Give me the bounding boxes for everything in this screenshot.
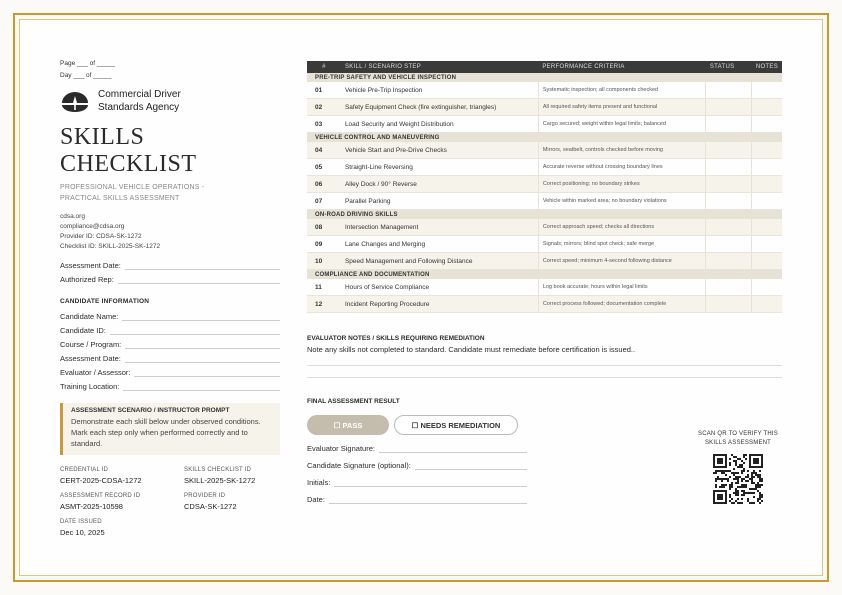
- checklist-label: SKILLS CHECKLIST ID: [184, 467, 252, 473]
- status-cell[interactable]: [706, 296, 752, 313]
- notes-line[interactable]: [307, 354, 782, 366]
- signature-line[interactable]: [334, 477, 527, 487]
- status-cell[interactable]: [706, 253, 752, 270]
- org-name-line2: Standards Agency: [98, 102, 180, 113]
- notes-cell[interactable]: [752, 99, 782, 116]
- provider-id-line: Provider ID: CDSA-SK-1272: [60, 233, 142, 240]
- day-counter: Day ___ of _____: [60, 72, 112, 79]
- final-heading: FINAL ASSESSMENT RESULT: [307, 398, 400, 405]
- step-number: 11: [307, 279, 341, 296]
- signature-field[interactable]: Initials:: [307, 475, 527, 487]
- step-number: 03: [307, 116, 341, 133]
- notes-cell[interactable]: [752, 236, 782, 253]
- step-name: Hours of Service Compliance: [341, 279, 538, 296]
- col-num-header: #: [307, 61, 341, 73]
- notes-line[interactable]: [307, 366, 782, 378]
- table-row: [307, 279, 782, 296]
- status-cell[interactable]: [706, 99, 752, 116]
- step-number: 05: [307, 159, 341, 176]
- signature-field[interactable]: Evaluator Signature:: [307, 441, 527, 453]
- id-grid: [60, 467, 280, 537]
- category-row: [307, 210, 782, 220]
- step-criteria: Log book accurate; hours within legal limits: [538, 279, 706, 296]
- org-name-line1: Commercial Driver: [98, 89, 181, 100]
- subtitle-line1: PROFESSIONAL VEHICLE OPERATIONS -: [60, 184, 205, 191]
- notes-cell[interactable]: [752, 296, 782, 313]
- field-line[interactable]: [122, 311, 280, 321]
- step-number: 09: [307, 236, 341, 253]
- step-criteria: Accurate reverse without crossing boundary lines: [538, 159, 706, 176]
- status-cell[interactable]: [706, 219, 752, 236]
- step-name: Straight-Line Reversing: [341, 159, 538, 176]
- prompt-heading: ASSESSMENT SCENARIO / INSTRUCTOR PROMPT: [71, 407, 230, 414]
- candidate-field[interactable]: Assessment Date:: [60, 352, 280, 363]
- step-name: Load Security and Weight Distribution: [341, 116, 538, 133]
- table-row: [307, 116, 782, 133]
- field-line[interactable]: [110, 325, 280, 335]
- agency-logo-icon: [60, 90, 90, 112]
- status-cell[interactable]: [706, 82, 752, 99]
- step-criteria: Correct process followed; documentation complete: [538, 296, 706, 313]
- qr-caption-line2: SKILLS ASSESSMENT: [704, 440, 772, 446]
- notes-cell[interactable]: [752, 193, 782, 210]
- table-header-row: [307, 61, 782, 73]
- field-line[interactable]: [134, 367, 280, 377]
- notes-cell[interactable]: [752, 253, 782, 270]
- step-criteria: Signals; mirrors; blind spot check; safe merge: [538, 236, 706, 253]
- col-notes-header: NOTES: [752, 61, 782, 73]
- step-criteria: Systematic inspection; all components checked: [538, 82, 706, 99]
- category-row: [307, 270, 782, 280]
- credential-label: CREDENTIAL ID: [60, 467, 109, 473]
- category-label: COMPLIANCE AND DOCUMENTATION: [307, 270, 782, 280]
- needs-remediation-button[interactable]: ☐ NEEDS REMEDIATION: [394, 415, 518, 435]
- notes-cell[interactable]: [752, 159, 782, 176]
- table-row: [307, 142, 782, 159]
- issued-value: Dec 10, 2025: [60, 528, 105, 537]
- credential-value: CERT-2025-CDSA-1272: [60, 476, 142, 485]
- candidate-field[interactable]: Training Location:: [60, 380, 280, 391]
- left-column: [60, 58, 280, 537]
- signature-field[interactable]: Date:: [307, 492, 527, 504]
- signature-line[interactable]: [379, 443, 527, 453]
- col-criteria-header: PERFORMANCE CRITERIA: [538, 61, 706, 73]
- table-row: [307, 82, 782, 99]
- field-line[interactable]: [123, 381, 280, 391]
- step-number: 08: [307, 219, 341, 236]
- step-number: 12: [307, 296, 341, 313]
- col-status-header: STATUS: [706, 61, 752, 73]
- prompt-body: Demonstrate each skill below under observed conditions. Mark each step only when performed correctly and to standard.: [71, 417, 261, 448]
- step-criteria: All required safety items present and functional: [538, 99, 706, 116]
- org-email: compliance@cdsa.org: [60, 223, 125, 230]
- notes-cell[interactable]: [752, 176, 782, 193]
- signature-field[interactable]: Candidate Signature (optional):: [307, 458, 527, 470]
- category-label: PRE-TRIP SAFETY AND VEHICLE INSPECTION: [307, 73, 782, 82]
- final-result: [307, 398, 527, 504]
- candidate-fields: [60, 310, 280, 391]
- candidate-field[interactable]: Course / Program:: [60, 338, 280, 349]
- table-row: [307, 236, 782, 253]
- provider-label: PROVIDER ID: [184, 493, 226, 499]
- org-website: cdsa.org: [60, 213, 85, 220]
- table-row: [307, 253, 782, 270]
- status-cell[interactable]: [706, 176, 752, 193]
- table-row: [307, 159, 782, 176]
- pass-button[interactable]: ☐ PASS: [307, 415, 389, 435]
- signature-line[interactable]: [415, 460, 527, 470]
- category-label: ON-ROAD DRIVING SKILLS: [307, 210, 782, 220]
- status-cell[interactable]: [706, 236, 752, 253]
- table-row: [307, 193, 782, 210]
- col-step-header: SKILL / SCENARIO STEP: [341, 61, 538, 73]
- assessment-date-field[interactable]: Assessment Date:: [60, 259, 280, 270]
- step-name: Intersection Management: [341, 219, 538, 236]
- qr-code-icon[interactable]: [713, 454, 763, 504]
- evaluator-notes: [307, 335, 782, 378]
- step-criteria: Correct speed; minimum 4-second following distance: [538, 253, 706, 270]
- step-number: 02: [307, 99, 341, 116]
- step-number: 07: [307, 193, 341, 210]
- step-criteria: Correct approach speed; checks all directions: [538, 219, 706, 236]
- step-name: Speed Management and Following Distance: [341, 253, 538, 270]
- field-line[interactable]: [125, 339, 280, 349]
- step-criteria: Mirrors, seatbelt, controls checked before moving: [538, 142, 706, 159]
- status-cell[interactable]: [706, 116, 752, 133]
- table-row: [307, 296, 782, 313]
- step-name: Lane Changes and Merging: [341, 236, 538, 253]
- notes-cell[interactable]: [752, 82, 782, 99]
- subtitle-line2: PRACTICAL SKILLS ASSESSMENT: [60, 195, 180, 202]
- signature-line[interactable]: [329, 494, 527, 504]
- step-name: Vehicle Start and Pre-Drive Checks: [341, 142, 538, 159]
- step-number: 04: [307, 142, 341, 159]
- step-name: Safety Equipment Check (fire extinguisher, triangles): [341, 99, 538, 116]
- field-line[interactable]: [125, 353, 280, 363]
- candidate-info-heading: CANDIDATE INFORMATION: [60, 298, 150, 305]
- candidate-field[interactable]: Candidate Name:: [60, 310, 280, 321]
- table-row: [307, 99, 782, 116]
- instructor-prompt: [60, 403, 280, 455]
- notes-cell[interactable]: [752, 142, 782, 159]
- signature-fields: [307, 441, 527, 504]
- status-cell[interactable]: [706, 193, 752, 210]
- org-logo: [60, 88, 280, 114]
- document-subtitle: [60, 182, 280, 204]
- contact-block: [60, 212, 280, 252]
- status-cell[interactable]: [706, 279, 752, 296]
- step-name: Alley Dock / 90° Reverse: [341, 176, 538, 193]
- step-number: 06: [307, 176, 341, 193]
- status-cell[interactable]: [706, 159, 752, 176]
- notes-body: Note any skills not completed to standard. Candidate must remediate before certification is issued..: [307, 345, 636, 354]
- step-criteria: Correct positioning; no boundary strikes: [538, 176, 706, 193]
- notes-heading: EVALUATOR NOTES / SKILLS REQUIRING REMEDIATION: [307, 335, 485, 342]
- qr-verify: [690, 430, 786, 509]
- page-counter: Page ___ of _____: [60, 60, 115, 67]
- table-row: [307, 176, 782, 193]
- category-row: [307, 73, 782, 82]
- candidate-field[interactable]: Candidate ID:: [60, 324, 280, 335]
- table-body: [307, 73, 782, 313]
- notes-cell[interactable]: [752, 116, 782, 133]
- step-name: Vehicle Pre-Trip Inspection: [341, 82, 538, 99]
- record-label: ASSESSMENT RECORD ID: [60, 493, 141, 499]
- category-row: [307, 133, 782, 143]
- step-criteria: Cargo secured; weight within legal limits; balanced: [538, 116, 706, 133]
- step-name: Incident Reporting Procedure: [341, 296, 538, 313]
- checklist-value: SKILL-2025-SK-1272: [184, 476, 256, 485]
- document-title: SKILLS CHECKLIST: [60, 124, 197, 177]
- category-label: VEHICLE CONTROL AND MANEUVERING: [307, 133, 782, 143]
- authorized-rep-field[interactable]: Authorized Rep:: [60, 273, 280, 284]
- notes-cell[interactable]: [752, 219, 782, 236]
- step-name: Parallel Parking: [341, 193, 538, 210]
- qr-caption-line1: SCAN QR TO VERIFY THIS: [698, 431, 778, 437]
- step-criteria: Vehicle within marked area; no boundary violations: [538, 193, 706, 210]
- candidate-field[interactable]: Evaluator / Assessor:: [60, 366, 280, 377]
- skills-table: [307, 61, 782, 313]
- provider-value: CDSA-SK-1272: [184, 502, 237, 511]
- checklist-id-line: Checklist ID: SKILL-2025-SK-1272: [60, 243, 161, 250]
- record-value: ASMT-2025-10598: [60, 502, 123, 511]
- step-number: 10: [307, 253, 341, 270]
- issued-label: DATE ISSUED: [60, 519, 102, 525]
- status-cell[interactable]: [706, 142, 752, 159]
- table-row: [307, 219, 782, 236]
- step-number: 01: [307, 82, 341, 99]
- notes-cell[interactable]: [752, 279, 782, 296]
